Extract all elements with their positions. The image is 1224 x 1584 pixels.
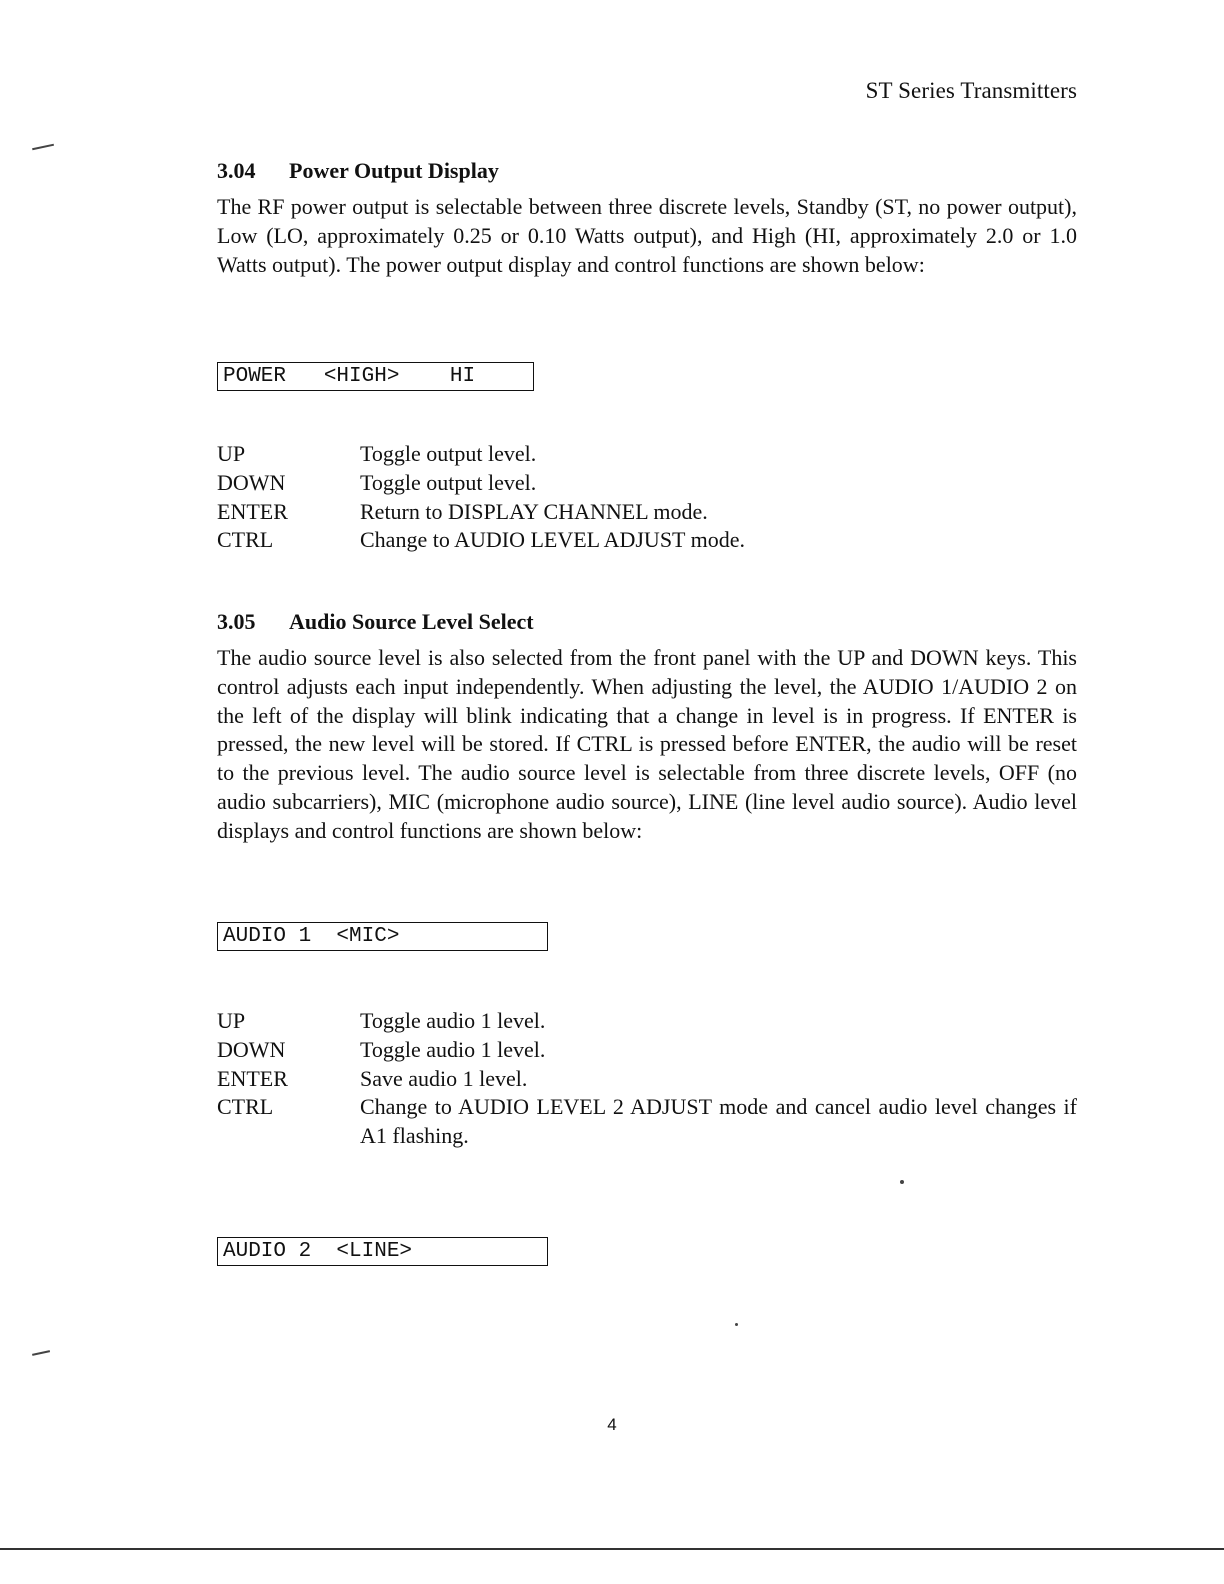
- key-name: UP: [217, 441, 246, 466]
- scan-dot: [735, 1323, 738, 1326]
- key-row: [217, 440, 1077, 469]
- bottom-rule: [0, 1548, 1224, 1550]
- key-row: [217, 1036, 1077, 1065]
- key-row: [217, 1007, 1077, 1036]
- power-output-paragraph: The RF power output is selectable between three discrete levels, Standby (ST, no power output), Low (LO, approximately 0.25 or 0.10 Watts output), and High (HI, approximately 2.0 or 1.0 Watts output). The power output display and control functions are shown below:: [217, 194, 1077, 277]
- key-name: DOWN: [217, 1036, 286, 1062]
- key-row: [217, 469, 1077, 498]
- key-name: CTRL: [217, 1094, 274, 1120]
- section-heading-3-05: [217, 609, 534, 635]
- section-title: Audio Source Level Select: [289, 609, 534, 634]
- key-description: Return to DISPLAY CHANNEL mode.: [360, 498, 708, 524]
- key-name: ENTER: [217, 1065, 288, 1091]
- section-number: 3.04: [217, 158, 256, 183]
- audio-key-table: [217, 1007, 1077, 1151]
- key-name: ENTER: [217, 498, 288, 524]
- key-description: Change to AUDIO LEVEL ADJUST mode.: [360, 527, 745, 553]
- key-description: Toggle audio 1 level.: [360, 1008, 546, 1033]
- scan-dot: [900, 1180, 904, 1184]
- key-description: Toggle output level.: [360, 441, 537, 466]
- key-row: [217, 1093, 1077, 1151]
- section-title: Power Output Display: [289, 158, 499, 183]
- running-header: ST Series Transmitters: [865, 78, 1077, 103]
- key-description: Change to AUDIO LEVEL 2 ADJUST mode and cancel audio level changes if A1 flashing.: [360, 1094, 1077, 1149]
- section-heading-3-04: [217, 158, 499, 184]
- page-number: 4: [607, 1415, 617, 1434]
- section-number: 3.05: [217, 609, 256, 634]
- key-name: CTRL: [217, 527, 274, 553]
- key-row: [217, 1065, 1077, 1094]
- scan-mark: [32, 1350, 50, 1355]
- power-key-table: [217, 440, 1077, 555]
- key-row: [217, 526, 1077, 555]
- key-description: Toggle audio 1 level.: [360, 1036, 546, 1062]
- audio-2-display-box: AUDIO 2 <LINE>: [217, 1237, 548, 1266]
- audio-1-display-box: AUDIO 1 <MIC>: [217, 922, 548, 951]
- scan-mark: [32, 144, 54, 150]
- key-description: Save audio 1 level.: [360, 1065, 528, 1091]
- key-name: UP: [217, 1008, 246, 1033]
- audio-source-paragraph: The audio source level is also selected from the front panel with the UP and DOWN keys. This control adjusts each input independently. When adjusting the level, the AUDIO 1/AUDIO 2 on the left of the display will blink indicating that a change in level is in progress. If ENTER is pressed, the new level will be stored. If CTRL is pressed before ENTER, the audio will be reset to the previous level. The audio source level is selectable from three discrete levels, OFF (no audio subcarriers), MIC (microphone audio source), LINE (line level audio source). Audio level displays and control functions are shown below:: [217, 645, 1077, 843]
- power-display-box: POWER <HIGH> HI: [217, 362, 534, 391]
- key-row: [217, 498, 1077, 527]
- key-name: DOWN: [217, 469, 286, 495]
- key-description: Toggle output level.: [360, 469, 537, 495]
